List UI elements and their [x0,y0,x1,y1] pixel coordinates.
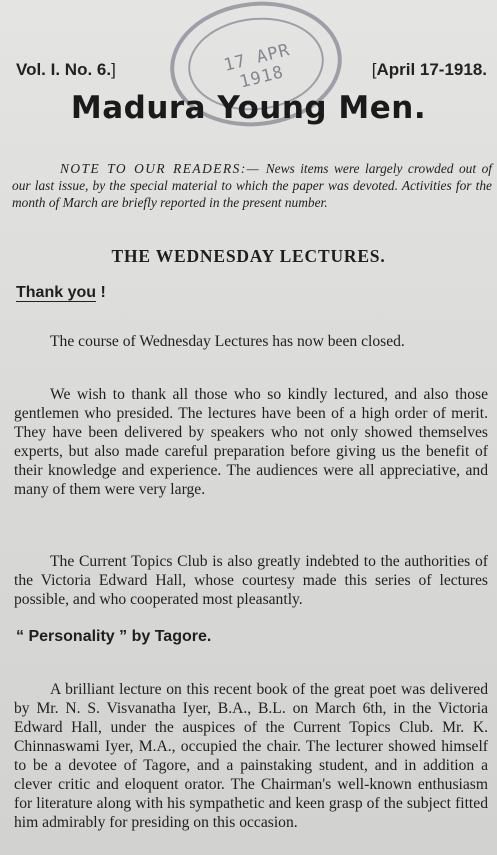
volume-text: Vol. I. No. 6. [16,60,112,79]
date-bracket: [ [371,60,377,79]
thank-you-mark: ! [100,284,106,301]
thank-you-paragraph-2: We wish to thank all those who so kindly lectured, and also those gentlemen who presided. The lectures have been of a high order of merit. They have been delivered by speakers who not only showed themselves experts, but also made careful preparation before giving us the benefit of their knowledge and experience. The audiences were all appreciative, and many of them were very large. [14,385,488,498]
thank-you-heading-text: Thank you [16,284,97,301]
personality-heading: “ Personality ” by Tagore. [16,628,212,645]
thank-you-heading [16,284,106,302]
section-title: THE WEDNESDAY LECTURES. [111,246,386,266]
thank-you-paragraph-3: The Current Topics Club is also greatly indebted to the authorities of the Victoria Edward Hall, whose courtesy made this series of lectures possible, and who cooperated most pleasantly. [14,552,488,608]
note-lead: NOTE TO OUR READERS:— [60,161,261,176]
note-body: News items were largely crowded out of our last issue, by the special material to which the paper was devoted. Activities for the month of March are briefly reported in the present number. [12,161,492,210]
volume-bracket: ] [111,60,116,79]
issue-date [372,60,487,80]
date-text: April 17-1918. [376,60,487,79]
stamp-date: 17 APR 1918 [221,40,293,93]
volume-number [16,60,116,80]
personality-paragraph: A brilliant lecture on this recent book of the great poet was delivered by Mr. N. S. Visvanatha Iyer, B.A., B.L. on March 6th, in the Victoria Edward Hall, under the auspices of the Current Topics Club. Mr. K. Chinnaswami Iyer, M.A., occupied the chair. The lecturer showed himself to be a devotee of Tagore, and a painstaking student, and in addition a clever critic and eloquent orator. The Chairman's well-known enthusiasm for literature along with his sympathetic and keen grasp of the subject fitted him admirably for presiding on this occasion. [14,680,488,831]
note-to-readers [12,160,492,211]
newspaper-title: Madura Young Men. [70,90,427,126]
thank-you-paragraph-1: The course of Wednesday Lectures has now been closed. [50,332,405,350]
